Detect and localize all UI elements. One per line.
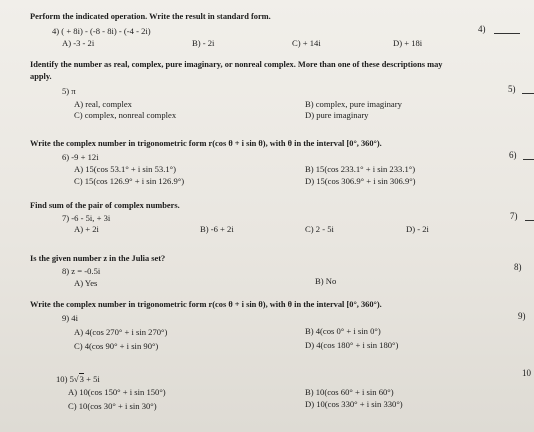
directions-trig-form-1: Write the complex number in trigonometric form r(cos θ + i sin θ), with θ in the interval [0°, 360°).: [30, 139, 382, 148]
q9-number: 9): [518, 311, 526, 321]
q8-choice-a[interactable]: A) Yes: [74, 278, 98, 288]
q5-choice-c[interactable]: C) complex, nonreal complex: [74, 110, 177, 120]
q4-choice-d[interactable]: D) + 18i: [393, 38, 423, 48]
q6-choice-b[interactable]: B) 15(cos 233.1° + i sin 233.1°): [305, 164, 416, 174]
q7-choice-b[interactable]: B) -6 + 2i: [200, 224, 234, 234]
q10-number: 10: [522, 368, 531, 378]
q5-choice-a[interactable]: A) real, complex: [74, 99, 132, 109]
q7-stem: 7) -6 - 5i, + 3i: [62, 213, 111, 223]
q8-choice-b[interactable]: B) No: [315, 276, 337, 286]
q6-stem: 6) -9 + 12i: [62, 152, 99, 162]
q7-choice-a[interactable]: A) + 2i: [74, 224, 99, 234]
q10-stem-prefix: 10) 5: [56, 374, 74, 384]
directions-julia: Is the given number z in the Julia set?: [30, 254, 166, 263]
directions-sum: Find sum of the pair of complex numbers.: [30, 201, 180, 210]
directions-identify: Identify the number as real, complex, pure imaginary, or nonreal complex. More than one of these descriptions may: [30, 60, 443, 69]
q6-choice-d[interactable]: D) 15(cos 306.9° + i sin 306.9°): [305, 176, 416, 186]
q4-number: 4): [478, 24, 486, 34]
q9-choice-b[interactable]: B) 4(cos 0° + i sin 0°): [305, 326, 381, 336]
q5-number: 5): [508, 84, 516, 94]
q8-stem: 8) z = -0.5i: [62, 266, 101, 276]
q4-choice-a[interactable]: A) -3 - 2i: [62, 38, 95, 48]
q4-choice-b[interactable]: B) - 2i: [192, 38, 215, 48]
q10-choice-b[interactable]: B) 10(cos 60° + i sin 60°): [305, 387, 394, 397]
q7-answer-blank[interactable]: [525, 220, 534, 221]
q7-number: 7): [510, 211, 518, 221]
q6-choice-a[interactable]: A) 15(cos 53.1° + i sin 53.1°): [74, 164, 176, 174]
q7-choice-d[interactable]: D) - 2i: [406, 224, 429, 234]
q6-answer-blank[interactable]: [523, 159, 534, 160]
q10-stem-suffix: + 5i: [83, 374, 100, 384]
q4-stem: 4) ( + 8i) - (-8 - 8i) - (-4 - 2i): [52, 26, 151, 36]
q10-stem-radicand: 3: [79, 374, 84, 384]
q10-stem: [56, 374, 100, 384]
q9-stem: 9) 4i: [62, 313, 78, 323]
directions-operation: Perform the indicated operation. Write the result in standard form.: [30, 12, 271, 21]
q4-answer-blank[interactable]: [494, 33, 520, 34]
q8-number: 8): [514, 262, 522, 272]
q4-choice-c[interactable]: C) + 14i: [292, 38, 321, 48]
q10-choice-d[interactable]: D) 10(cos 330° + i sin 330°): [305, 399, 403, 409]
q10-choice-a[interactable]: A) 10(cos 150° + i sin 150°): [68, 387, 166, 397]
q5-stem: 5) π: [62, 86, 76, 96]
q9-choice-c[interactable]: C) 4(cos 90° + i sin 90°): [74, 341, 159, 351]
q5-choice-d[interactable]: D) pure imaginary: [305, 110, 369, 120]
q10-choice-c[interactable]: C) 10(cos 30° + i sin 30°): [68, 401, 157, 411]
q9-choice-a[interactable]: A) 4(cos 270° + i sin 270°): [74, 327, 168, 337]
directions-trig-form-2: Write the complex number in trigonometric form r(cos θ + i sin θ), with θ in the interval [0°, 360°).: [30, 300, 382, 309]
q6-choice-c[interactable]: C) 15(cos 126.9° + i sin 126.9°): [74, 176, 185, 186]
q9-choice-d[interactable]: D) 4(cos 180° + i sin 180°): [305, 340, 399, 350]
sqrt-symbol: √: [73, 374, 79, 384]
q5-choice-b[interactable]: B) complex, pure imaginary: [305, 99, 402, 109]
q6-number: 6): [509, 150, 517, 160]
q7-choice-c[interactable]: C) 2 - 5i: [305, 224, 334, 234]
directions-identify-cont: apply.: [30, 72, 52, 81]
q5-answer-blank[interactable]: [522, 93, 534, 94]
